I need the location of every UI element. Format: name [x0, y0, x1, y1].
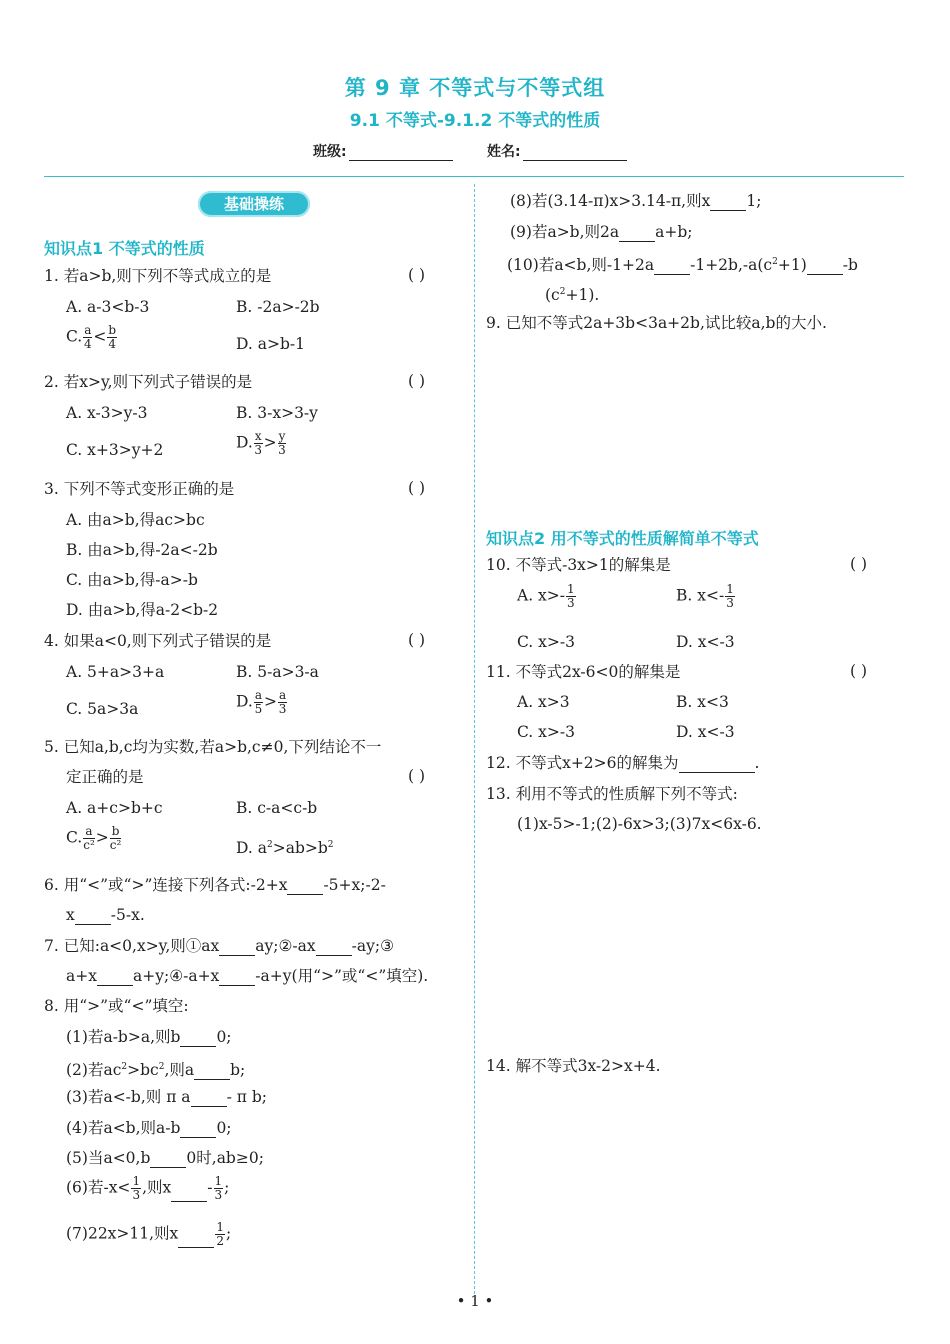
q8-item-8: (8)若(3.14-π)x>3.14-π,则x 1;	[510, 192, 762, 210]
q6-line2: x -5-x.	[66, 906, 145, 924]
q8-item-5: (5)当a<0,b 0时,ab≥0;	[66, 1149, 264, 1167]
q11-option-a: A. x>3	[517, 693, 570, 711]
q10-stem: 10. 不等式-3x>1的解集是	[486, 556, 671, 574]
q2-option-d: D. $\frac{x}{3}$ > $\frac{y}{3}$	[236, 429, 286, 457]
q4-option-a: A. 5+a>3+a	[66, 663, 165, 681]
q6-blank-1[interactable]	[287, 878, 323, 895]
q6-line1: 6. 用“<”或“>”连接下列各式:-2+x -5+x;-2-	[44, 876, 386, 894]
class-label: 班级:	[313, 144, 347, 160]
q8-item-4: (4)若a<b,则a-b 0;	[66, 1119, 232, 1137]
q10-option-c: C. x>-3	[517, 633, 575, 651]
page-number: • 1 •	[456, 1292, 494, 1310]
q7-blank-2[interactable]	[316, 939, 352, 956]
q3-option-d: D. 由a>b,得a-2<b-2	[66, 601, 219, 619]
q7-blank-1[interactable]	[219, 939, 255, 956]
name-label: 姓名:	[487, 144, 521, 160]
q8-blank-3[interactable]	[191, 1090, 227, 1107]
q8-item-6: (6)若-x< $\frac{1}{3}$ ,则x - $\frac{1}{3}$ ;	[66, 1174, 230, 1202]
q1-option-c: C. $\frac{a}{4}$ < $\frac{b}{4}$	[66, 323, 117, 351]
q5-stem-line1: 5. 已知a,b,c均为实数,若a>b,c≠0,下列结论不一	[44, 738, 382, 756]
q8-blank-5[interactable]	[150, 1151, 186, 1168]
q7-line2: a+x a+y;④-a+x -a+y(用“>”或“<”填空).	[66, 967, 429, 985]
q9-stem: 9. 已知不等式2a+3b<3a+2b,试比较a,b的大小.	[486, 314, 827, 332]
q10-option-b: B. x<- $\frac{1}{3}$	[676, 582, 734, 610]
q8-stem: 8. 用“>”或“<”填空:	[44, 997, 189, 1015]
q1-stem: 1. 若a>b,则下列不等式成立的是	[44, 267, 272, 285]
q10-option-a: A. x>- $\frac{1}{3}$	[517, 582, 575, 610]
q12-blank[interactable]	[679, 756, 755, 773]
q10-option-d: D. x<-3	[676, 633, 735, 651]
q2-option-c: C. x+3>y+2	[66, 441, 164, 459]
q1-option-b: B. -2a>-2b	[236, 298, 320, 316]
q8-item-3: (3)若a<-b,则 π a - π b;	[66, 1088, 267, 1106]
q3-option-a: A. 由a>b,得ac>bc	[66, 511, 205, 529]
q8-item-10-cont: $(c^2+1)$.	[545, 286, 600, 305]
q5-option-d: D. $a^2>ab>b^2$	[236, 839, 334, 858]
q4-stem: 4. 如果a<0,则下列式子错误的是	[44, 632, 272, 650]
section-badge: 基础操练	[198, 191, 310, 217]
q3-answer-paren: ( )	[408, 479, 426, 497]
q8-blank-7[interactable]	[178, 1231, 214, 1248]
q8-item-1: (1)若a-b>a,则b 0;	[66, 1028, 232, 1046]
q1-option-a: A. a-3<b-3	[66, 298, 150, 316]
q11-option-d: D. x<-3	[676, 723, 735, 741]
q8-blank-1[interactable]	[180, 1030, 216, 1047]
q2-answer-paren: ( )	[408, 372, 426, 390]
q7-line1: 7. 已知:a<0,x>y,则①ax ay;②-ax -ay;③	[44, 937, 394, 955]
q11-stem: 11. 不等式2x-6<0的解集是	[486, 663, 681, 681]
q4-option-b: B. 5-a>3-a	[236, 663, 319, 681]
q5-option-a: A. a+c>b+c	[66, 799, 163, 817]
q8-item-7: (7)22x>11,则x $\frac{1}{2}$ ;	[66, 1220, 232, 1248]
q2-stem: 2. 若x>y,则下列式子错误的是	[44, 373, 253, 391]
header-divider	[44, 176, 904, 177]
q4-option-c: C. 5a>3a	[66, 700, 139, 718]
q7-blank-3[interactable]	[97, 969, 133, 986]
class-blank	[349, 145, 453, 161]
q1-answer-paren: ( )	[408, 266, 426, 284]
q5-option-b: B. c-a<c-b	[236, 799, 318, 817]
knowledge-point-2: 知识点2 用不等式的性质解简单不等式	[486, 529, 759, 548]
q11-option-c: C. x>-3	[517, 723, 575, 741]
q13-stem: 13. 利用不等式的性质解下列不等式:	[486, 785, 738, 803]
q1-option-d: D. a>b-1	[236, 335, 305, 353]
q5-stem-line2: 定正确的是	[66, 768, 144, 786]
q8-item-2: (2)若$ac^2>bc^2$,则a b;	[66, 1061, 246, 1080]
q8-item-9: (9)若a>b,则2a a+b;	[510, 223, 693, 241]
q8-blank-4[interactable]	[180, 1121, 216, 1138]
q6-blank-2[interactable]	[75, 908, 111, 925]
section-title: 9.1 不等式-9.1.2 不等式的性质	[349, 111, 601, 131]
name-field	[487, 141, 627, 161]
q8-blank-6[interactable]	[171, 1185, 207, 1202]
q8-blank-8[interactable]	[710, 194, 746, 211]
q3-stem: 3. 下列不等式变形正确的是	[44, 480, 235, 498]
q8-blank-10[interactable]	[654, 258, 690, 275]
q14-stem: 14. 解不等式3x-2>x+4.	[486, 1057, 661, 1075]
q3-option-c: C. 由a>b,得-a>-b	[66, 571, 198, 589]
q13-subitems: (1)x-5>-1;(2)-6x>3;(3)7x<6x-6.	[517, 815, 762, 833]
q4-answer-paren: ( )	[408, 631, 426, 649]
knowledge-point-1: 知识点1 不等式的性质	[44, 239, 205, 258]
q8-blank-11[interactable]	[807, 258, 843, 275]
q12-stem: 12. 不等式x+2>6的解集为 .	[486, 754, 760, 772]
q5-answer-paren: ( )	[408, 767, 426, 785]
q7-blank-4[interactable]	[219, 969, 255, 986]
q8-blank-2[interactable]	[194, 1063, 230, 1080]
q2-option-b: B. 3-x>3-y	[236, 404, 318, 422]
q3-option-b: B. 由a>b,得-2a<-2b	[66, 541, 218, 559]
q11-option-b: B. x<3	[676, 693, 729, 711]
column-divider	[474, 184, 475, 1294]
q8-blank-9[interactable]	[619, 225, 655, 242]
q4-option-d: D. $\frac{a}{5}$ > $\frac{a}{3}$	[236, 688, 287, 716]
q2-option-a: A. x-3>y-3	[66, 404, 148, 422]
q10-answer-paren: ( )	[850, 555, 868, 573]
class-field	[313, 141, 453, 161]
name-blank	[523, 145, 627, 161]
q11-answer-paren: ( )	[850, 662, 868, 680]
q5-option-c: C. $\frac{a}{\text{c²}}$ > $\frac{b}{\text{c²}}$	[66, 824, 122, 852]
q8-item-10: (10)若a<b,则-1+2a $-1+2b,-a(c^2+1)$ -b	[507, 256, 858, 275]
chapter-title: 第 9 章 不等式与不等式组	[344, 76, 606, 100]
